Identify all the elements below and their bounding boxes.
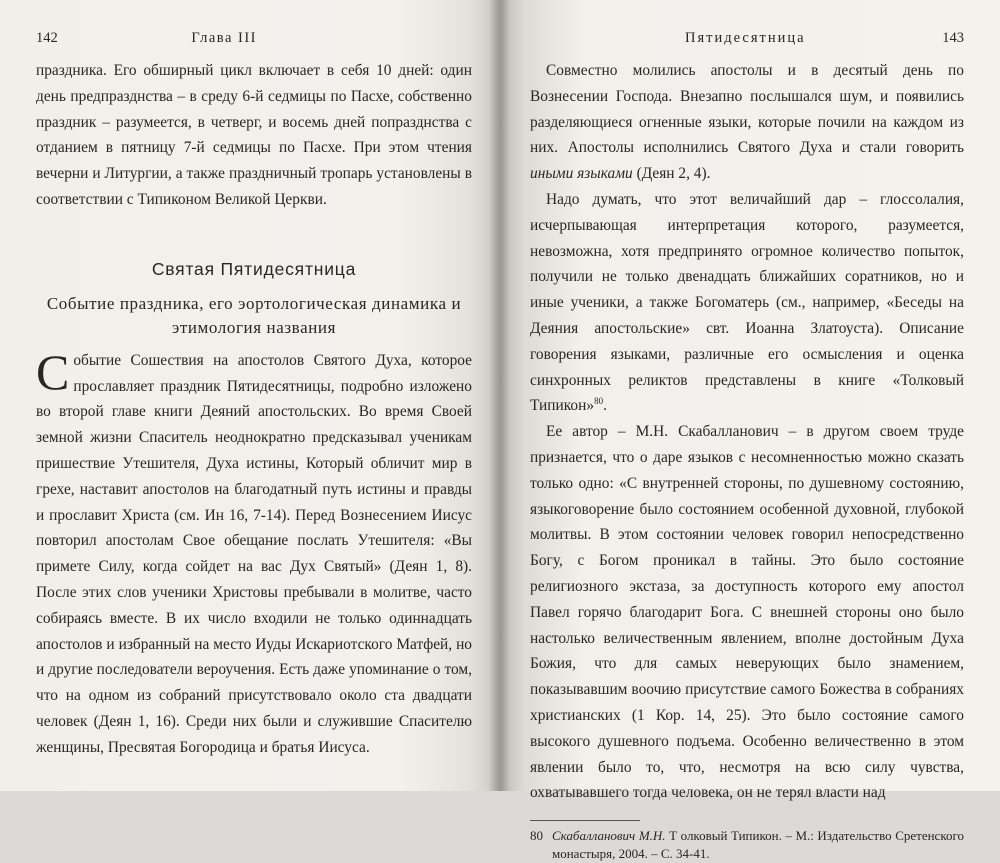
left-page	[0, 0, 500, 791]
right-running-header	[530, 30, 964, 58]
section-heading: Святая Пятидесятница	[151, 258, 357, 279]
footnote-mark: 80	[530, 828, 543, 844]
intro-paragraph: праздника. Его обширный цикл включает в себя 10 дней: один день предпразднства – в среду 6-й седмицы по Пасхе, собственно праздник – разумеется, в четверг, и восемь дней попразднства с отданием в пятницу 7-й седмицы по Пасхе. При этом чтения вечерни и Литургии, а также праздничный тропарь установлены в соответствии с Типиконом Великой Церкви.	[36, 62, 472, 208]
book-gutter-shadow	[488, 0, 510, 791]
left-running-head-title: Глава III	[191, 30, 257, 46]
footnote-divider	[530, 820, 640, 821]
right-page-number: 143	[942, 30, 964, 46]
body-paragraph: обытие Сошествия на апостолов Святого Духа, которое прославляет праздник Пятидесятницы, подробно изложено во второй главе книги Деяний апостольских. Во время Своей земной жизни Спаситель неоднократно предсказывал ученикам пришествие Утешителя, Духа истины, Который обличит мир в грехе, наставит апостолов на благодатный путь истины и правды и прославит Христа (см. Ин 16, 7-14). Перед Вознесением Иисус повторил апостолам Свое обещание послать Утешителя: «Вы примете Силу, когда сойдет на вас Дух Святый» (Деян 1, 8). После этих слов ученики Христовы пребывали в молитве, часто собираясь вместе. В их число входили не только одиннадцать апостолов и избранный на место Иуды Искариотского Матфей, но и другие последователи вероучения. Есть даже упоминание о том, что на одном из собраний присутствовало около ста двадцати человек (Деян 1, 16). Среди них были и служившие Спасителю женщины, Пресвятая Богородица и братья Иисуса.	[36, 351, 472, 756]
body-paragraph-container	[36, 343, 472, 761]
paragraph-2-tail: .	[603, 397, 607, 415]
drop-cap: С	[36, 343, 70, 400]
footnote-text: Т олковый Типикон. – М.: Издательство Сретенского монастыря, 2004. – С. 34-41.	[552, 828, 964, 862]
paragraph-2	[530, 187, 964, 419]
footnote-author: Скабалланович М.Н.	[552, 828, 666, 844]
footnote	[530, 827, 964, 863]
paragraph-2-text: Надо думать, что этот величайший дар – глоссолалия, исчерпывающая интерпретация которого, разумеется, невозможна, хотя предпринято огромное количество попыток, получили не только двенадцать ближайших соратников, но и иные ученики, а также Богоматерь (см., например, «Беседы на Деяния апостольские» свт. Иоанна Златоуста). Описание говорения языками, различные его осмысления и оценка синхронных реликтов представлены в книге «Толковый Типикон»	[530, 190, 964, 415]
paragraph-1-italic: иными языками	[530, 165, 633, 183]
paragraph-1	[530, 58, 964, 187]
left-page-number: 142	[36, 30, 58, 46]
paragraph-3: Ее автор – М.Н. Скабалланович – в другом своем труде признается, что о даре языков с несомненностью можно сказать только одно: «С внутренней стороны, по душевному состоянию, языкоговорение было состоянием особенной духовной, глубокой молитвы. В этом состоянии человек говорил непосредственно Богу, с Богом проникал в тайны. Это было состояние религиозного экстаза, за доступность которого ему апостол Павел горячо благодарит Бога. С внешней стороны оно было настолько величественным явлением, вполне достойным Духа Божия, что для самых неверующих было знамением, показывавшим воочию присутствие самого Божества в собраниях христианских (1 Кор. 14, 25). Это было состояние самого высокого душевного подъема. Особенно величественно в этом явлении было то, что, несмотря на всю силу чувства, охватывавшего тогда человека, он не терял власти над	[530, 423, 964, 802]
left-running-header	[36, 30, 472, 58]
paragraph-1-text: Совместно молились апостолы и в десятый день по Вознесении Господа. Внезапно послышался шум, и появились разделяющиеся огненные языки, которые почили на каждом из них. Апостолы исполнились Святого Духа и стали говорить	[530, 62, 964, 157]
paragraph-1-tail: (Деян 2, 4).	[632, 165, 711, 183]
right-running-head-title: Пятидесятница	[685, 30, 806, 46]
footnote-reference: 80	[594, 396, 604, 407]
right-page	[500, 0, 1000, 862]
subheading: Событие праздника, его эортологическая динамика и этимология названия	[46, 293, 462, 337]
